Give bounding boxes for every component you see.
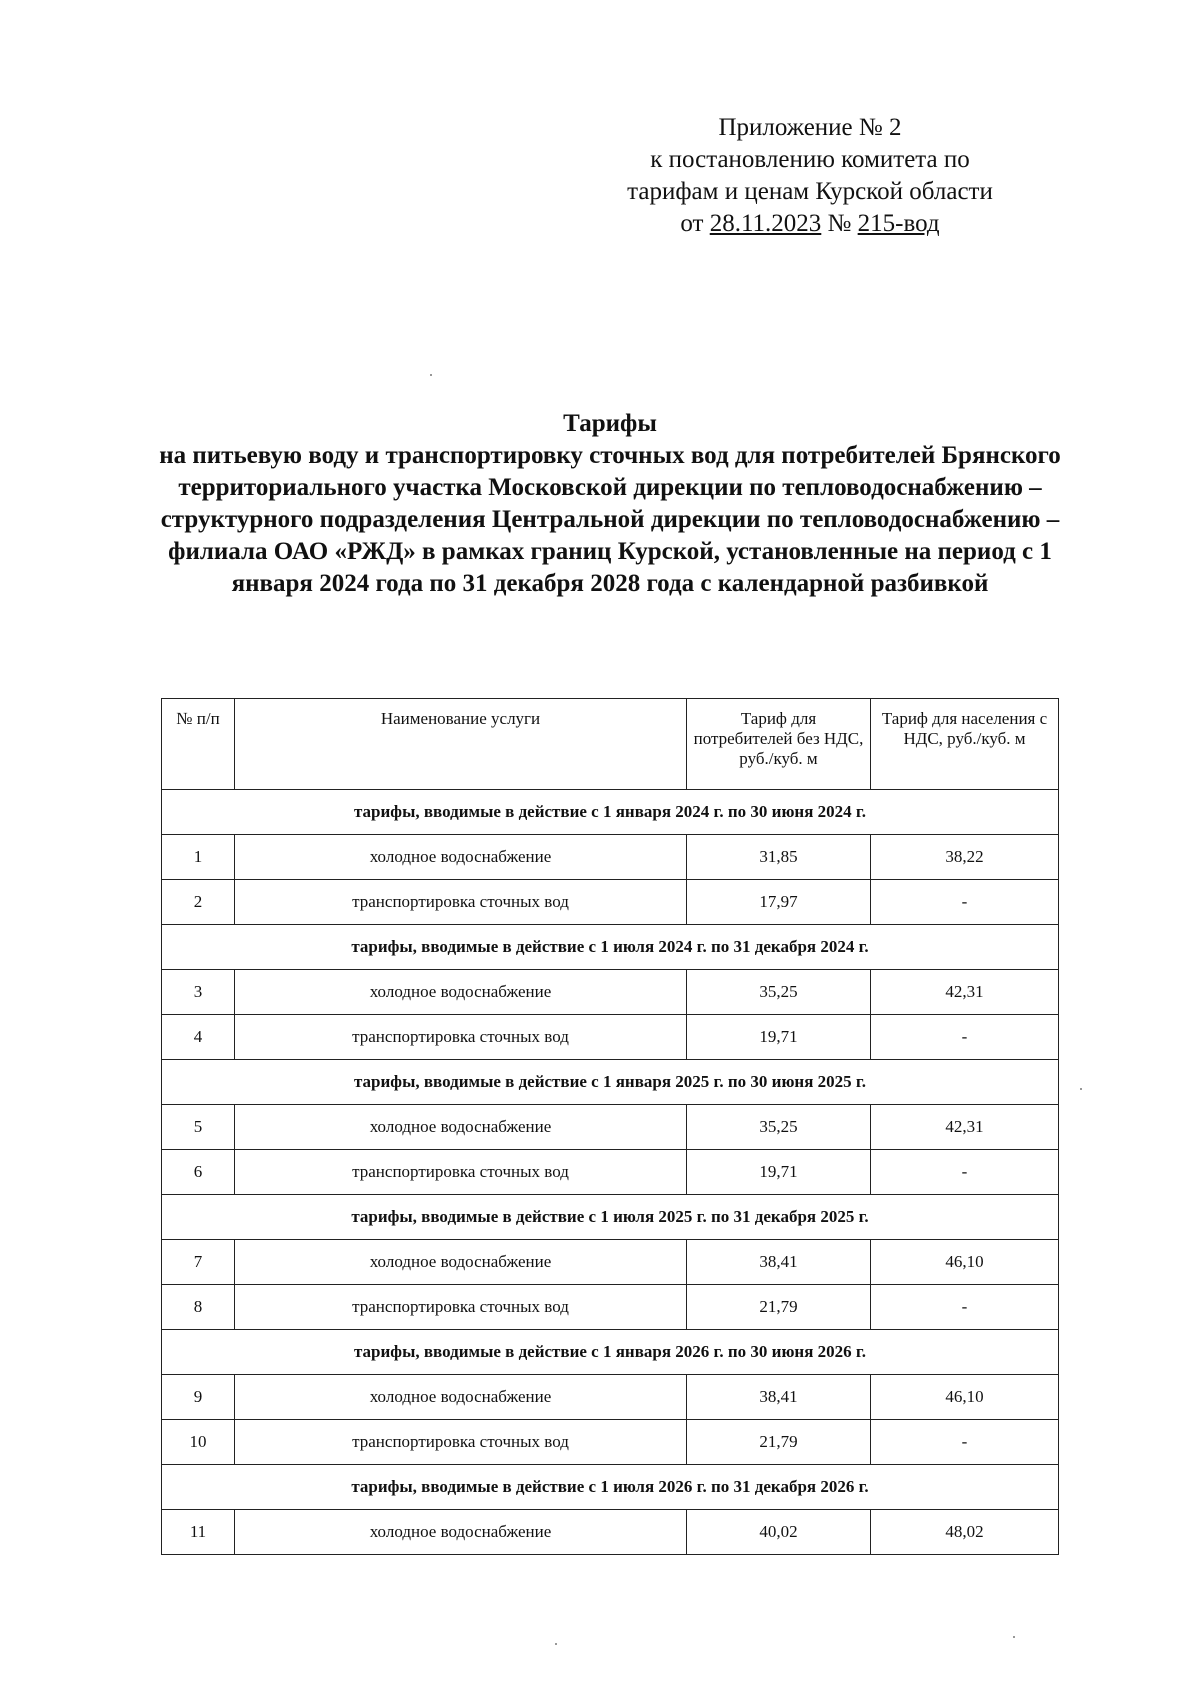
resolution-date: 28.11.2023 [709, 210, 822, 237]
table-row [162, 1150, 1059, 1195]
period-row [162, 925, 1059, 970]
header-tariff-no-vat: Тариф для потребителей без НДС, руб./куб. м [687, 699, 871, 790]
service-name: транспортировка сточных вод [235, 1150, 687, 1195]
tariff-no-vat: 38,41 [687, 1240, 871, 1285]
table-row [162, 1510, 1059, 1555]
tariff-no-vat: 21,79 [687, 1285, 871, 1330]
tariff-no-vat: 35,25 [687, 970, 871, 1015]
tariff-no-vat: 21,79 [687, 1420, 871, 1465]
number-prefix: № [821, 210, 858, 237]
period-label: тарифы, вводимые в действие с 1 января 2026 г. по 30 июня 2026 г. [162, 1330, 1059, 1375]
tariff-no-vat: 19,71 [687, 1015, 871, 1060]
tariff-no-vat: 38,41 [687, 1375, 871, 1420]
tariff-with-vat: 42,31 [871, 970, 1059, 1015]
tariff-with-vat: 46,10 [871, 1375, 1059, 1420]
tariff-no-vat: 19,71 [687, 1150, 871, 1195]
table-row [162, 1285, 1059, 1330]
row-number: 6 [162, 1150, 235, 1195]
period-label: тарифы, вводимые в действие с 1 января 2025 г. по 30 июня 2025 г. [162, 1060, 1059, 1105]
row-number: 2 [162, 880, 235, 925]
appendix-block [560, 112, 1060, 240]
tariff-no-vat: 17,97 [687, 880, 871, 925]
service-name: холодное водоснабжение [235, 835, 687, 880]
table-row [162, 1105, 1059, 1150]
service-name: транспортировка сточных вод [235, 1285, 687, 1330]
tariff-with-vat: 38,22 [871, 835, 1059, 880]
tariff-no-vat: 40,02 [687, 1510, 871, 1555]
service-name: холодное водоснабжение [235, 1510, 687, 1555]
tariff-with-vat: - [871, 1285, 1059, 1330]
row-number: 11 [162, 1510, 235, 1555]
service-name: транспортировка сточных вод [235, 880, 687, 925]
document-title [150, 408, 1070, 600]
row-number: 7 [162, 1240, 235, 1285]
service-name: транспортировка сточных вод [235, 1015, 687, 1060]
scan-speck [430, 374, 432, 376]
appendix-date-line [560, 208, 1060, 240]
period-label: тарифы, вводимые в действие с 1 января 2024 г. по 30 июня 2024 г. [162, 790, 1059, 835]
resolution-number: 215-вод [857, 210, 940, 237]
row-number: 10 [162, 1420, 235, 1465]
period-row [162, 1465, 1059, 1510]
appendix-line-3: тарифам и ценам Курской области [627, 178, 993, 205]
row-number: 9 [162, 1375, 235, 1420]
table-row [162, 970, 1059, 1015]
tariff-with-vat: - [871, 1420, 1059, 1465]
table-row [162, 1420, 1059, 1465]
header-number: № п/п [162, 699, 235, 790]
service-name: холодное водоснабжение [235, 970, 687, 1015]
period-row [162, 1330, 1059, 1375]
table-row [162, 835, 1059, 880]
row-number: 1 [162, 835, 235, 880]
tariff-table [161, 698, 1059, 1555]
appendix-title: Приложение № 2 [718, 114, 902, 141]
tariff-with-vat: - [871, 1150, 1059, 1195]
period-label: тарифы, вводимые в действие с 1 июля 2024 г. по 31 декабря 2024 г. [162, 925, 1059, 970]
period-label: тарифы, вводимые в действие с 1 июля 2025 г. по 31 декабря 2025 г. [162, 1195, 1059, 1240]
row-number: 5 [162, 1105, 235, 1150]
table-row [162, 1375, 1059, 1420]
period-row [162, 790, 1059, 835]
table-header-row [162, 699, 1059, 790]
tariff-with-vat: - [871, 1015, 1059, 1060]
table-row [162, 880, 1059, 925]
tariff-with-vat: 48,02 [871, 1510, 1059, 1555]
row-number: 3 [162, 970, 235, 1015]
scan-speck [1013, 1636, 1015, 1638]
header-service: Наименование услуги [235, 699, 687, 790]
appendix-line-2: к постановлению комитета по [650, 146, 970, 173]
row-number: 4 [162, 1015, 235, 1060]
scan-speck [555, 1643, 557, 1645]
service-name: холодное водоснабжение [235, 1240, 687, 1285]
scan-speck [1080, 1088, 1082, 1090]
table-row [162, 1240, 1059, 1285]
tariff-with-vat: 42,31 [871, 1105, 1059, 1150]
table-row [162, 1015, 1059, 1060]
tariff-with-vat: - [871, 880, 1059, 925]
title-body: на питьевую воду и транспортировку сточных вод для потребителей Брянского территориального участка Московской дирекции по тепловодоснабжению – структурного подразделения Центральной дирекции по тепловодоснабжению – филиала ОАО «РЖД» в рамках границ Курской, установленные на период с 1 января 2024 года по 31 декабря 2028 года с календарной разбивкой [159, 442, 1061, 597]
header-tariff-with-vat: Тариф для населения с НДС, руб./куб. м [871, 699, 1059, 790]
tariff-no-vat: 35,25 [687, 1105, 871, 1150]
title-heading: Тарифы [563, 410, 657, 437]
service-name: холодное водоснабжение [235, 1375, 687, 1420]
service-name: холодное водоснабжение [235, 1105, 687, 1150]
tariff-with-vat: 46,10 [871, 1240, 1059, 1285]
tariff-no-vat: 31,85 [687, 835, 871, 880]
period-label: тарифы, вводимые в действие с 1 июля 2026 г. по 31 декабря 2026 г. [162, 1465, 1059, 1510]
period-row [162, 1060, 1059, 1105]
date-prefix: от [680, 210, 710, 237]
period-row [162, 1195, 1059, 1240]
row-number: 8 [162, 1285, 235, 1330]
service-name: транспортировка сточных вод [235, 1420, 687, 1465]
